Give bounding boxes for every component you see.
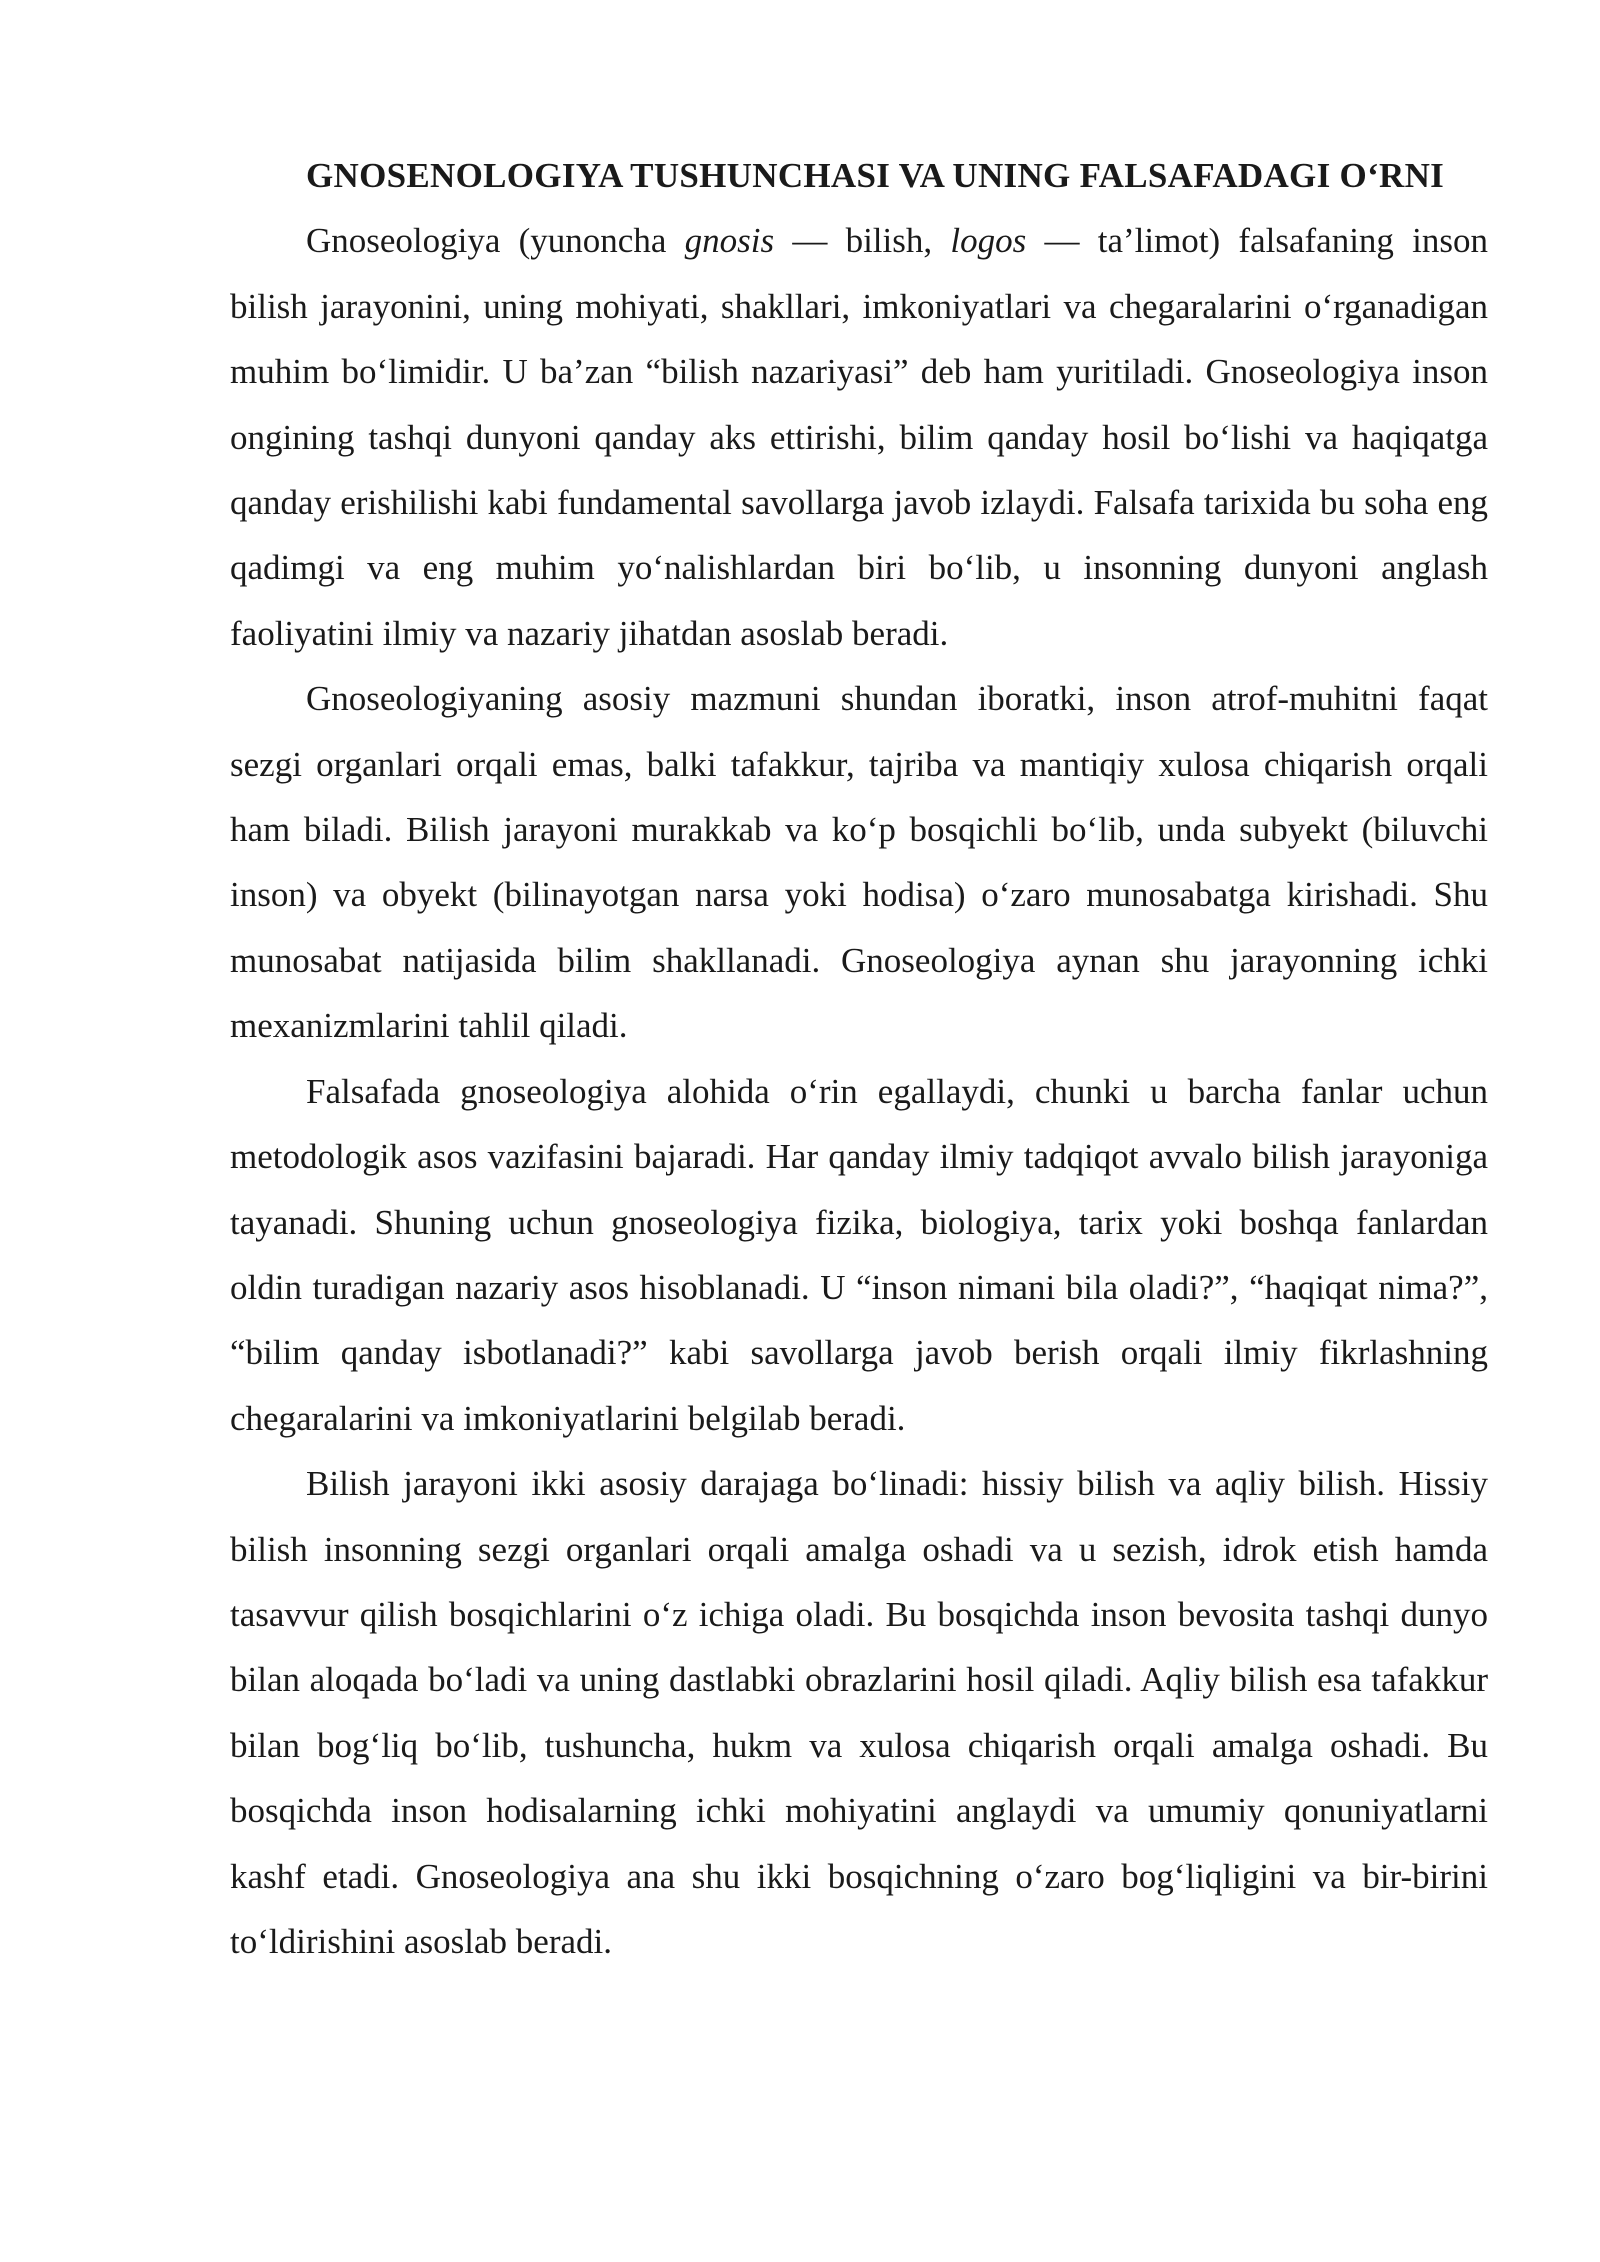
- paragraph-1: [230, 208, 1488, 666]
- document-title: GNOSENOLOGIYA TUSHUNCHASI VA UNING FALSAFADAGI O‘RNI: [306, 156, 1445, 195]
- paragraph-4: Bilish jarayoni ikki asosiy darajaga bo‘linadi: hissiy bilish va aqliy bilish. Hissiy bilish insonning sezgi organlari orqali amalga oshadi va u sezish, idrok etish hamda tasavvur qilish bosqichlarini o‘z ichiga oladi. Bu bosqichda inson bevosita tashqi dunyo bilan aloqada bo‘ladi va uning dastlabki obrazlarini hosil qiladi. Aqliy bilish esa tafakkur bilan bog‘liq bo‘lib, tushuncha, hukm va xulosa chiqarish orqali amalga oshadi. Bu bosqichda inson hodisalarning ichki mohiyatini anglaydi va umumiy qonuniyatlarni kashf etadi. Gnoseologiya ana shu ikki bosqichning o‘zaro bog‘liqligini va bir-birini to‘ldirishini asoslab beradi.: [230, 1464, 1488, 1961]
- document-page: [230, 143, 1488, 1974]
- paragraph-3: Falsafada gnoseologiya alohida o‘rin egallaydi, chunki u barcha fanlar uchun metodologik asos vazifasini bajaradi. Har qanday ilmiy tadqiqot avvalo bilish jarayoniga tayanadi. Shuning uchun gnoseologiya fizika, biologiya, tarix yoki boshqa fanlardan oldin turadigan nazariy asos hisoblanadi. U “inson nimani bila oladi?”, “haqiqat nima?”, “bilim qanday isbotlanadi?” kabi savollarga javob berish orqali ilmiy fikrlashning chegaralarini va imkoniyatlarini belgilab beradi.: [230, 1071, 1488, 1438]
- paragraph-1-text-c: — ta’limot) falsafaning inson bilish jarayonini, uning mohiyati, shakllari, imkoniyatlari va chegaralarini o‘rganadigan muhim bo‘limidir. U ba’zan “bilish nazariyasi” deb ham yuritiladi. Gnoseologiya inson ongining tashqi dunyoni qanday aks ettirishi, bilim qanday hosil bo‘lishi va haqiqatga qanday erishilishi kabi fundamental savollarga javob izlaydi. Falsafa tarixida bu soha eng qadimgi va eng muhim yo‘nalishlardan biri bo‘lib, u insonning dunyoni anglash faoliyatini ilmiy va nazariy jihatdan asoslab beradi.: [230, 221, 1489, 653]
- paragraph-1-text-b: — bilish,: [774, 221, 951, 261]
- paragraph-1-italic-gnosis: gnosis: [684, 221, 775, 261]
- paragraph-1-text-a: Gnoseologiya (yunoncha: [306, 221, 685, 261]
- paragraph-2: Gnoseologiyaning asosiy mazmuni shundan iboratki, inson atrof-muhitni faqat sezgi organlari orqali emas, balki tafakkur, tajriba va mantiqiy xulosa chiqarish orqali ham biladi. Bilish jarayoni murakkab va ko‘p bosqichli bo‘lib, unda subyekt (biluvchi inson) va obyekt (bilinayotgan narsa yoki hodisa) o‘zaro munosabatga kirishadi. Shu munosabat natijasida bilim shakllanadi. Gnoseologiya aynan shu jarayonning ichki mexanizmlarini tahlil qiladi.: [230, 679, 1488, 1046]
- paragraph-1-italic-logos: logos: [950, 221, 1027, 261]
